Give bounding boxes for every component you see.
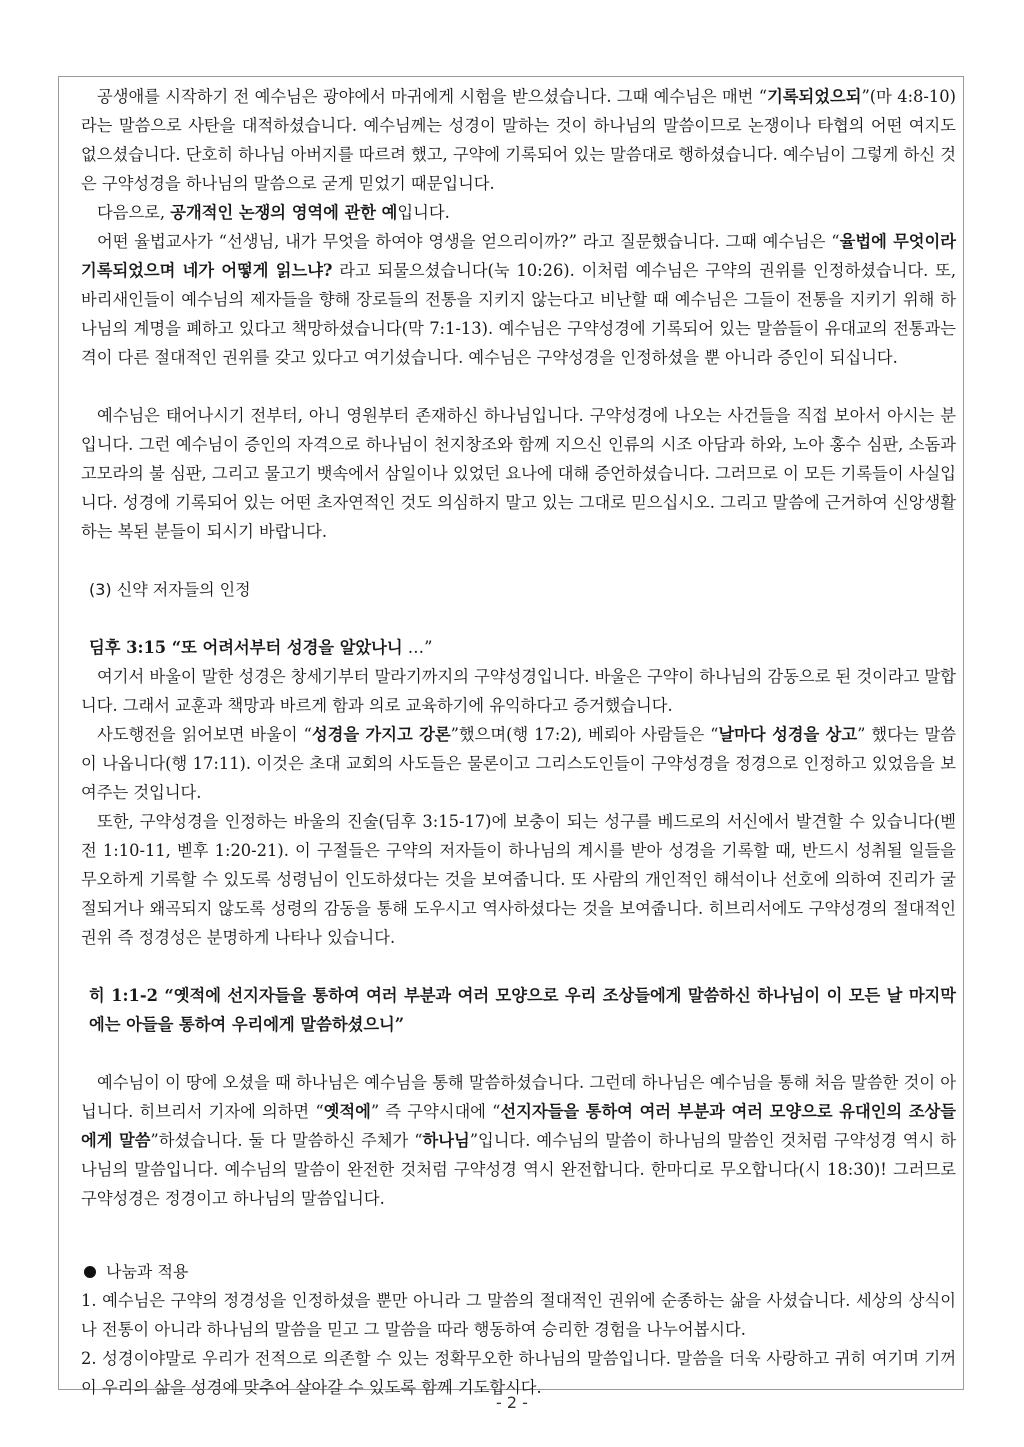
paragraph-peter-epistles: 또한, 구약성경을 인정하는 바울의 진술(딤후 3:15-17)에 보충이 되는 성구를 베드로의 서신에서 발견할 수 있습니다(벧전 1:10-11, 벧후 1:20-21). 이 구절들은 구약의 저자들이 하나님의 계시를 받아 성경을 기록할 때, 반드시 성취될 일들을 무오하게 기록할 수 있도록 성령님이 인도하셨다는 것을 보여줍니다. 또 사람의 개인적인 해석이나 선호에 의하여 진리가 굴절되거나 왜곡되지 않도록 성령의 감동을 통해 도우시고 역사하셨다는 것을 보여줍니다. 히브리서에도 구약성경의 절대적인 권위 즉 정경성은 분명하게 나타나 있습니다. xyxy=(81,812,956,947)
verse-heb-1-1-2: 히 1:1-2 “옛적에 선지자들을 통하여 여러 부분과 여러 모양으로 우리 조상들에게 말씀하신 하나님이 이 모든 날 마지막에는 아들을 통하여 우리에게 말씀하셨으니” xyxy=(89,986,956,1034)
emphasis-public-debate: 공개적인 논쟁의 영역에 관한 예 xyxy=(170,203,398,222)
sharing-item-2: 2. 성경이야말로 우리가 전적으로 의존할 수 있는 정확무오한 하나님의 말씀입니다. 말씀을 더욱 사랑하고 귀히 여기며 기꺼이 우리의 삶을 성경에 맞추어 살아갈 수 있도록 함께 기도합시다. xyxy=(81,1349,956,1397)
paragraph-acts: 사도행전을 읽어보면 바울이 “성경을 가지고 강론”했으며(행 17:2), 베뢰아 사람들은 “날마다 성경을 상고” 했다는 말씀이 나옵니다(행 17:11). 이것은 초대 교회의 사도들은 물론이고 그리스도인들이 구약성경을 정경으로 인정하고 있었음을 보여주는 것입니다. xyxy=(81,725,956,802)
emphasis-reasoned-scriptures: 성경을 가지고 강론 xyxy=(311,725,451,744)
paragraph-paul-scripture: 여기서 바울이 말한 성경은 창세기부터 말라기까지의 구약성경입니다. 바울은 구약이 하나님의 감동으로 된 것이라고 말합니다. 그래서 교훈과 책망과 바르게 함과 의로 교육하기에 유익하다고 증거했습니다. xyxy=(81,667,956,715)
paragraph-temptation: 공생애를 시작하기 전 예수님은 광야에서 마귀에게 시험을 받으셨습니다. 그때 예수님은 매번 “기록되었으되”(마 4:8-10)라는 말씀으로 사탄을 대적하셨습니다. 예수님께는 성경이 말하는 것이 하나님의 말씀이므로 논쟁이나 타협의 어떤 여지도 없으셨습니다. 단호히 하나님 아버지를 따르려 했고, 구약에 기록되어 있는 말씀대로 행하셨습니다. 예수님이 그렇게 하신 것은 구약성경을 하나님의 말씀으로 굳게 믿었기 때문입니다. xyxy=(81,87,956,193)
sharing-item-1: 1. 예수님은 구약의 정경성을 인정하셨을 뿐만 아니라 그 말씀의 절대적인 권위에 순종하는 삶을 사셨습니다. 세상의 상식이나 전통이 아니라 하나님의 말씀을 믿고 그 말씀을 따라 행동하여 승리한 경험을 나누어봅시다. xyxy=(81,1291,956,1339)
emphasis-long-ago: 옛적에 xyxy=(323,1102,371,1121)
emphasis-through-prophets: 선지자들을 통하여 여러 부분과 여러 모양으로 유대인의 조상들에게 말씀 xyxy=(81,1102,956,1150)
emphasis-god: 하나님 xyxy=(422,1131,470,1150)
paragraph-public-debate: 다음으로, 공개적인 논쟁의 영역에 관한 예입니다. xyxy=(97,203,450,222)
sharing-heading: 나눔과 적용 xyxy=(81,1257,956,1286)
paragraph-jesus-witness: 예수님은 태어나시기 전부터, 아니 영원부터 존재하신 하나님입니다. 구약성경에 나오는 사건들을 직접 보아서 아시는 분입니다. 그런 예수님이 증인의 자격으로 하나님이 천지창조와 함께 지으신 인류의 시조 아담과 하와, 노아 홍수 심판, 소돔과 고모라의 불 심판, 그리고 물고기 뱃속에서 삼일이나 있었던 요나에 대해 증언하셨습니다. 그러므로 이 모든 기록들이 사실입니다. 성경에 기록되어 있는 어떤 초자연적인 것도 의심하지 말고 있는 그대로 믿으십시오. 그리고 말씀에 근거하여 신앙생활 하는 복된 분들이 되시기 바랍니다. xyxy=(81,406,956,541)
page-number: - 2 - xyxy=(496,1393,528,1412)
bullet-icon xyxy=(84,1266,96,1278)
paragraph-lawyer-question: 어떤 율법교사가 “선생님, 내가 무엇을 하여야 영생을 얻으리이까?” 라고 질문했습니다. 그때 예수님은 “율법에 무엇이라 기록되었으며 네가 어떻게 읽느냐? 라고 되물으셨습니다(눅 10:26). 이처럼 예수님은 구약의 권위를 인정하셨습니다. 또, 바리새인들이 예수님의 제자들을 향해 장로들의 전통을 지키지 않는다고 비난할 때 예수님은 그들이 전통을 지키기 위해 하나님의 계명을 폐하고 있다고 책망하셨습니다(막 7:1-13). 예수님은 구약성경에 기록되어 있는 말씀들이 유대교의 전통과는 격이 다른 절대적인 권위를 갖고 있다고 여기셨습니다. 예수님은 구약성경을 인정하셨을 뿐 아니라 증인이 되십니다. xyxy=(81,232,957,367)
section-heading: (3) 신약 저자들의 인정 xyxy=(89,580,251,599)
verse-2tim-3-15: 딤후 3:15 “또 어려서부터 성경을 알았나니 …” xyxy=(89,638,433,657)
emphasis-written: 기록되었으되 xyxy=(767,87,862,106)
document-body xyxy=(81,82,956,1402)
paragraph-hebrews: 예수님이 이 땅에 오셨을 때 하나님은 예수님을 통해 말씀하셨습니다. 그런데 하나님은 예수님을 통해 처음 말씀한 것이 아닙니다. 히브리서 기자에 의하면 “옛적에” 즉 구약시대에 “선지자들을 통하여 여러 부분과 여러 모양으로 유대인의 조상들에게 말씀”하셨습니다. 둘 다 말씀하신 주체가 “하나님”입니다. 예수님의 말씀이 하나님의 말씀인 것처럼 구약성경 역시 하나님의 말씀입니다. 예수님의 말씀이 완전한 것처럼 구약성경 역시 완전합니다. 한마디로 무오합니다(시 18:30)! 그러므로 구약성경은 정경이고 하나님의 말씀입니다. xyxy=(81,1073,956,1208)
emphasis-law-question: 율법에 무엇이라 기록되었으며 네가 어떻게 읽느냐? xyxy=(81,232,956,280)
emphasis-daily-examined: 날마다 성경을 상고 xyxy=(718,725,858,744)
